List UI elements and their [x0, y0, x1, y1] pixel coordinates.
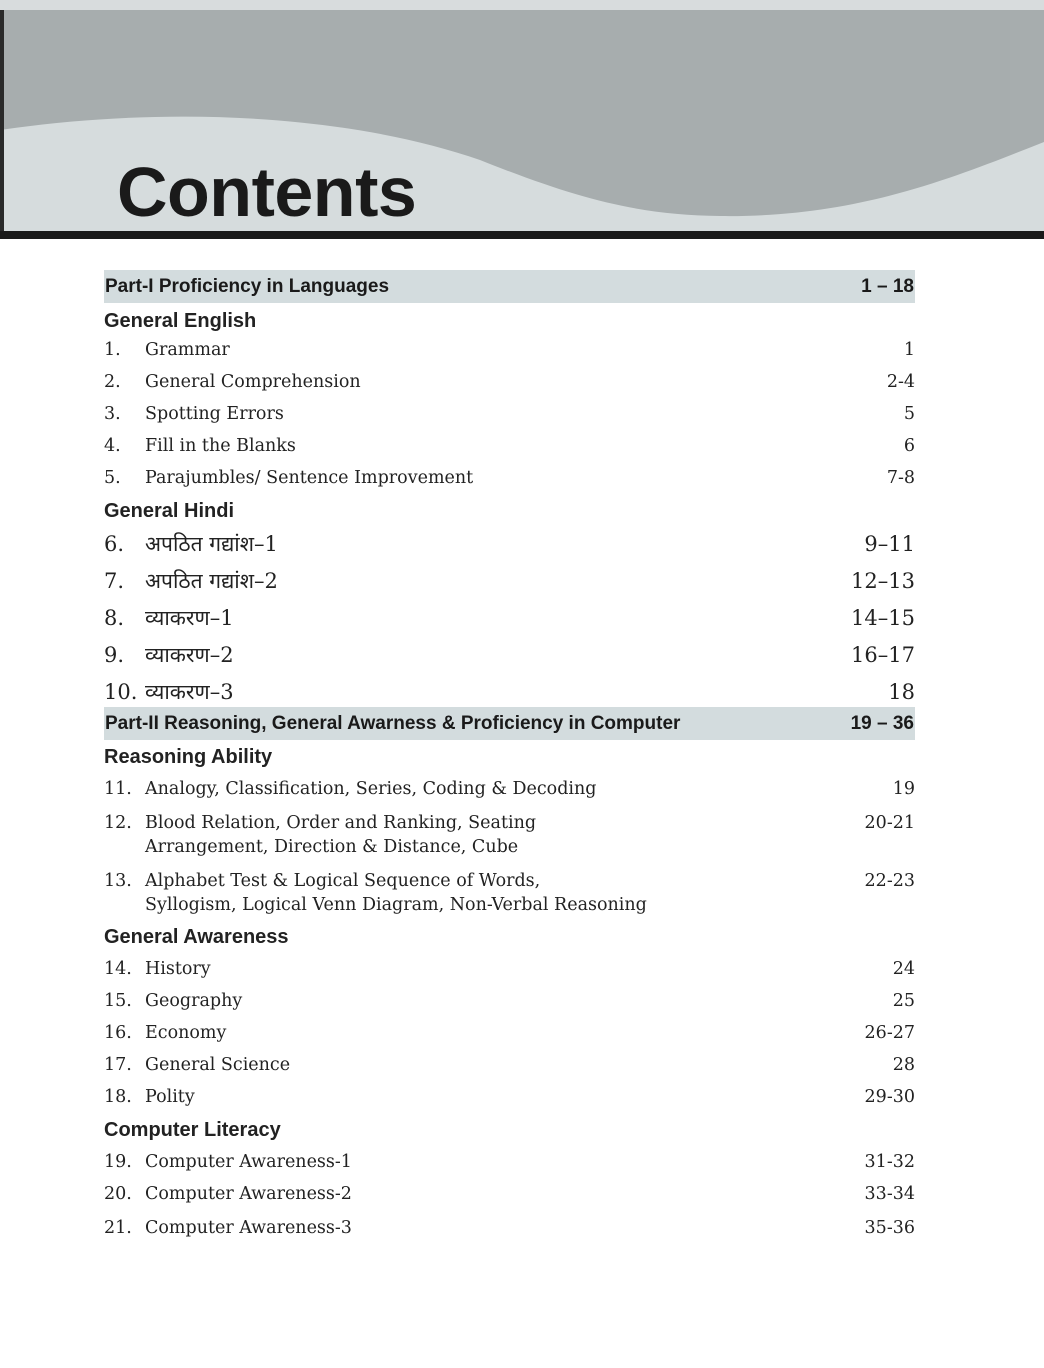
toc-entry[interactable]: [104, 402, 915, 426]
entry-number: 12.: [104, 813, 132, 833]
toc-entry[interactable]: [104, 1085, 915, 1109]
table-of-contents: [104, 270, 915, 1240]
entry-page: 25: [892, 991, 915, 1011]
entry-title: Grammar: [145, 340, 230, 360]
entry-title-line: Blood Relation, Order and Ranking, Seating: [145, 813, 537, 833]
entry-page: 6: [903, 436, 915, 456]
entry-title-line: Syllogism, Logical Venn Diagram, Non-Verbal Reasoning: [145, 895, 647, 915]
entry-number: 15.: [104, 991, 132, 1011]
entry-title: व्याकरण–3: [145, 680, 234, 704]
toc-entry[interactable]: [104, 989, 915, 1013]
part-label: Part-I Proficiency in Languages: [105, 275, 390, 297]
entry-number: 17.: [104, 1055, 132, 1075]
entry-title: General Science: [145, 1055, 291, 1075]
entry-title: Spotting Errors: [145, 404, 284, 424]
entry-title: Parajumbles/ Sentence Improvement: [145, 468, 474, 488]
entry-title: Economy: [145, 1023, 227, 1043]
section-heading: General Awareness: [104, 926, 289, 948]
entry-number: 7.: [104, 569, 125, 593]
entry-number: 13.: [104, 871, 132, 891]
entry-page: 12–13: [851, 569, 915, 593]
toc-entry[interactable]: [104, 434, 915, 458]
entry-page: 5: [903, 404, 915, 424]
entry-number: 14.: [104, 959, 132, 979]
entry-number: 11.: [104, 779, 132, 799]
part-heading[interactable]: [104, 707, 915, 740]
toc-entry[interactable]: [104, 1150, 915, 1174]
entry-page: 20-21: [864, 813, 915, 833]
section-heading: Computer Literacy: [104, 1119, 281, 1141]
entry-title: Computer Awareness-3: [145, 1218, 352, 1238]
entry-title: Geography: [145, 991, 243, 1011]
entry-title: व्याकरण–1: [145, 606, 234, 630]
entry-number: 10.: [104, 680, 138, 704]
entry-number: 16.: [104, 1023, 132, 1043]
toc-entry[interactable]: [104, 1021, 915, 1045]
entry-title: General Comprehension: [145, 372, 361, 392]
toc-entry[interactable]: [104, 568, 915, 594]
toc-entry[interactable]: [104, 466, 915, 490]
entry-number: 20.: [104, 1184, 132, 1204]
entry-page: 7-8: [886, 468, 915, 488]
entry-page: 14–15: [851, 606, 915, 630]
entry-page: 35-36: [864, 1218, 915, 1238]
toc-entry[interactable]: [104, 338, 915, 362]
entry-page: 9–11: [864, 532, 915, 556]
entry-title: अपठित गद्यांश–1: [145, 532, 278, 556]
part-pages: 19 – 36: [850, 712, 914, 734]
entry-title: अपठित गद्यांश–2: [145, 569, 278, 593]
section-heading: Reasoning Ability: [104, 746, 273, 768]
toc-entry[interactable]: [104, 370, 915, 394]
entry-number: 3.: [104, 404, 121, 424]
entry-page: 29-30: [864, 1087, 915, 1107]
entry-number: 21.: [104, 1218, 132, 1238]
part-heading[interactable]: [104, 270, 915, 303]
section-heading: General Hindi: [104, 500, 235, 522]
entry-page: 16–17: [851, 643, 915, 667]
toc-entry[interactable]: [104, 605, 915, 631]
entry-page: 18: [888, 680, 915, 704]
toc-entry[interactable]: [104, 642, 915, 668]
entry-title: Fill in the Blanks: [145, 436, 296, 456]
entry-title: व्याकरण–2: [145, 643, 234, 667]
part-label: Part-II Reasoning, General Awarness & Proficiency in Computer: [105, 712, 681, 734]
entry-page: 1: [903, 340, 915, 360]
entry-title-line: Arrangement, Direction & Distance, Cube: [145, 837, 519, 857]
entry-title: Computer Awareness-1: [145, 1152, 352, 1172]
entry-page: 33-34: [864, 1184, 915, 1204]
entry-title: History: [145, 959, 211, 979]
toc-entry[interactable]: [104, 1216, 915, 1240]
toc-entry[interactable]: [104, 811, 915, 859]
entry-number: 18.: [104, 1087, 132, 1107]
toc-entry[interactable]: [104, 869, 915, 917]
entry-number: 4.: [104, 436, 121, 456]
entry-page: 2-4: [886, 372, 915, 392]
toc-entry[interactable]: [104, 1053, 915, 1077]
section-heading: General English: [104, 310, 257, 332]
entry-number: 2.: [104, 372, 121, 392]
entry-title: Polity: [145, 1087, 195, 1107]
part-pages: 1 – 18: [861, 275, 914, 297]
entry-title-line: Alphabet Test & Logical Sequence of Words,: [145, 871, 541, 891]
toc-entry[interactable]: [104, 777, 915, 801]
entry-number: 9.: [104, 643, 125, 667]
entry-page: 22-23: [864, 871, 915, 891]
entry-page: 19: [892, 779, 915, 799]
entry-number: 5.: [104, 468, 121, 488]
banner-left-edge: [0, 10, 4, 232]
entry-number: 1.: [104, 340, 121, 360]
entry-title: [145, 811, 915, 859]
entry-number: 19.: [104, 1152, 132, 1172]
toc-entry[interactable]: [104, 957, 915, 981]
toc-entry[interactable]: [104, 531, 915, 557]
entry-number: 6.: [104, 532, 125, 556]
toc-entry[interactable]: [104, 679, 915, 705]
entry-title: Analogy, Classification, Series, Coding & Decoding: [145, 779, 597, 799]
entry-title: [145, 869, 915, 917]
entry-page: 24: [892, 959, 915, 979]
entry-page: 31-32: [864, 1152, 915, 1172]
page-title: Contents: [117, 153, 417, 231]
entry-title: Computer Awareness-2: [145, 1184, 352, 1204]
entry-number: 8.: [104, 606, 125, 630]
toc-entry[interactable]: [104, 1182, 915, 1206]
entry-page: 28: [892, 1055, 915, 1075]
entry-page: 26-27: [864, 1023, 915, 1043]
